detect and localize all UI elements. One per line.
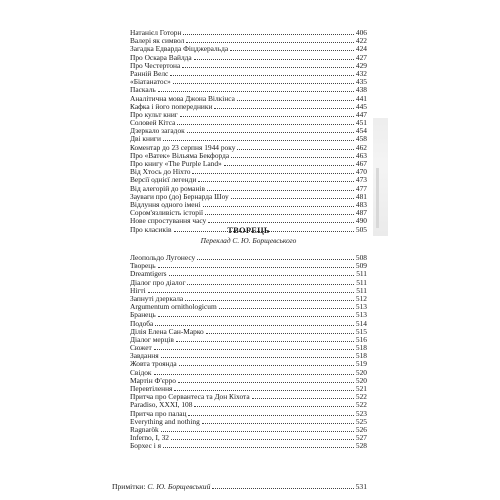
dot-leader: [205, 208, 354, 215]
toc-entry: [130, 278, 367, 286]
dot-leader: [180, 110, 354, 117]
toc-entry-title: Борхес і я: [130, 441, 162, 451]
dot-leader: [173, 77, 354, 84]
toc-entry: [130, 61, 367, 69]
toc-entry: [130, 351, 367, 359]
toc-entry-page-number: 470: [355, 167, 367, 177]
toc-entry: [130, 261, 367, 269]
toc-entry-title: Про класиків: [130, 224, 172, 234]
toc-entry-title: Від алегорій до романів: [130, 183, 205, 193]
toc-entry-page-number: 525: [355, 416, 367, 426]
dot-leader: [158, 261, 354, 268]
toc-entry-title: Дзеркало загадок: [130, 126, 185, 136]
toc-entry-title: Притча про Сервантеса та Дон Кіхота: [130, 392, 250, 402]
dot-leader: [231, 192, 354, 199]
dot-leader: [202, 417, 354, 424]
toc-entry-page-number: 508: [355, 253, 367, 262]
toc-entry-title: Ragnarök: [130, 424, 159, 434]
toc-entry: [130, 110, 367, 118]
notes-page-number: 531: [355, 482, 367, 491]
toc-entry-page-number: 454: [355, 126, 367, 136]
toc-entry: [130, 343, 367, 351]
dot-leader: [252, 392, 354, 399]
toc-entry-title: Про культ книг: [130, 109, 178, 119]
dot-leader: [206, 327, 354, 334]
toc-entry-page-number: 422: [355, 36, 367, 46]
toc-entry-page-number: 473: [355, 175, 367, 185]
notes-author: С. Ю. Борщевський: [147, 482, 211, 491]
toc-entry-title: Притча про палац: [130, 408, 187, 418]
toc-entry-title: Діалог про діалог: [130, 277, 186, 287]
toc-entry-title: Everything and nothing: [130, 416, 200, 426]
toc-entry-page-number: 451: [355, 118, 367, 128]
toc-entry-title: Про «Ватек» Вільяма Бекфорда: [130, 150, 230, 160]
toc-entry: [130, 269, 367, 277]
toc-entry: [130, 400, 367, 408]
toc-entry: [130, 368, 367, 376]
dot-leader: [194, 400, 354, 407]
toc-entry-title: Від Хтось до Ніхто: [130, 167, 191, 177]
toc-entry: [130, 359, 367, 367]
toc-entry: [130, 425, 367, 433]
toc-entry: [130, 392, 367, 400]
dot-leader: [212, 482, 354, 489]
toc-entry-page-number: 432: [355, 68, 367, 78]
toc-entry-page-number: 514: [355, 318, 367, 328]
dot-leader: [176, 335, 354, 342]
toc-entry-title: «Біатанатос»: [130, 77, 171, 87]
toc-entry-page-number: 458: [355, 134, 367, 144]
toc-entry-page-number: 526: [355, 424, 367, 434]
toc-entry-title: Коментар до 23 серпня 1944 року: [130, 142, 236, 152]
dot-leader: [237, 143, 354, 150]
dot-leader: [154, 368, 354, 375]
notes-label-group: [112, 483, 210, 491]
toc-entry-page-number: 483: [355, 199, 367, 209]
toc-entry: [130, 384, 367, 392]
toc-entry: [130, 294, 367, 302]
dot-leader: [174, 384, 354, 391]
toc-entry-page-number: 513: [355, 310, 367, 320]
toc-entry-title: Творець: [130, 261, 156, 271]
toc-entry-title: Paradiso, XXXI, 108: [130, 400, 193, 410]
toc-entry-title: Жовта троянда: [130, 359, 177, 369]
toc-entry: [130, 216, 367, 224]
toc-entry: [130, 192, 367, 200]
dot-leader: [171, 433, 354, 440]
dot-leader: [158, 310, 354, 317]
toc-entry: [130, 94, 367, 102]
toc-entry-title: Запнуті дзеркала: [130, 293, 184, 303]
toc-entry: [130, 376, 367, 384]
dot-leader: [182, 61, 354, 68]
toc-entry-page-number: 527: [355, 433, 367, 443]
toc-entry: [130, 69, 367, 77]
dot-leader: [155, 319, 354, 326]
toc-entry-page-number: 467: [355, 159, 367, 168]
toc-entry-title: Леопольдо Лугонесу: [130, 253, 196, 262]
dot-leader: [198, 175, 354, 182]
toc-entry-title: Аналітична мова Джона Вілкінса: [130, 93, 235, 103]
toc-entry: [130, 253, 367, 261]
dot-leader: [230, 44, 354, 51]
toc-entry: [130, 126, 367, 134]
toc-entry-title: Мартін Ф'єрро: [130, 375, 176, 385]
toc-entry-page-number: 424: [355, 44, 367, 54]
toc-entry-page-number: 406: [355, 28, 367, 37]
toc-entry-page-number: 429: [355, 60, 367, 70]
toc-entry: [130, 53, 367, 61]
toc-entry-title: Свідок: [130, 367, 152, 377]
toc-entry-page-number: 511: [356, 277, 367, 287]
toc-entry: [130, 28, 367, 36]
toc-entry: [130, 286, 367, 294]
page-edge-mark: [376, 168, 379, 228]
toc-entry-page-number: 515: [355, 326, 367, 336]
section-title: ТВОРЕЦЬ: [227, 225, 270, 235]
toc-entry-page-number: 519: [355, 359, 367, 369]
dot-leader: [186, 36, 354, 43]
toc-entry-title: Діалог мерців: [130, 334, 174, 344]
toc-entry-page-number: 513: [355, 302, 367, 312]
toc-entry-title: Нігті: [130, 285, 146, 295]
toc-entry-title: Дві книги: [130, 134, 161, 144]
toc-entry-page-number: 511: [356, 269, 367, 279]
dot-leader: [194, 53, 354, 60]
toc-entry-title: Подоба: [130, 318, 154, 328]
toc-entry-title: Загадка Едварда Фіцджеральда: [130, 44, 229, 54]
toc-entry: [130, 134, 367, 142]
toc-entry-title: Бранець: [130, 310, 156, 320]
toc-entry-page-number: 522: [355, 400, 367, 410]
dot-leader: [231, 151, 354, 158]
toc-entry-title: Про книгу «The Purple Land»: [130, 159, 222, 168]
toc-entry-page-number: 520: [355, 367, 367, 377]
toc-entry: [130, 118, 367, 126]
dot-leader: [197, 253, 354, 260]
table-of-contents-part-2: [130, 253, 367, 450]
dot-leader: [169, 269, 354, 276]
dot-leader: [192, 167, 354, 174]
toc-entry: [130, 302, 367, 310]
dot-leader: [219, 302, 354, 309]
toc-entry-title: Inferno, I, 32: [130, 433, 169, 443]
toc-entry: [130, 151, 367, 159]
toc-entry-page-number: 487: [355, 208, 367, 218]
notes-label: Примітки:: [112, 482, 146, 491]
dot-leader: [163, 441, 354, 448]
toc-entry-title: Перевтілення: [130, 384, 173, 393]
toc-entry-page-number: 518: [355, 343, 367, 353]
toc-entry-page-number: 505: [355, 224, 367, 234]
dot-leader: [179, 359, 354, 366]
dot-leader: [163, 134, 354, 141]
toc-entry: [130, 327, 367, 335]
toc-entry-page-number: 463: [355, 150, 367, 160]
dot-leader: [187, 278, 354, 285]
dot-leader: [148, 286, 354, 293]
toc-entry: [130, 433, 367, 441]
toc-entry-page-number: 435: [355, 77, 367, 87]
toc-entry: [130, 417, 367, 425]
toc-entry-page-number: 427: [355, 52, 367, 62]
toc-entry-page-number: 490: [355, 216, 367, 226]
toc-entry: [130, 175, 367, 183]
toc-entry-page-number: 528: [355, 441, 367, 451]
toc-entry-title: Сором'язливість історії: [130, 208, 204, 218]
dot-leader: [224, 159, 354, 166]
toc-entry-page-number: 481: [355, 191, 367, 201]
toc-entry: [130, 409, 367, 417]
toc-entry-title: Версії однієї легенди: [130, 175, 197, 185]
toc-entry: [130, 44, 367, 52]
dot-leader: [237, 94, 354, 101]
toc-entry-page-number: 523: [355, 408, 367, 418]
toc-entry-title: Завдання: [130, 351, 159, 361]
toc-entry-page-number: 438: [355, 85, 367, 95]
toc-entry: [130, 184, 367, 192]
dot-leader: [185, 294, 354, 301]
dot-leader: [207, 184, 354, 191]
toc-entry: [130, 102, 367, 110]
toc-entry-title: Ранній Велс: [130, 68, 169, 78]
dot-leader: [158, 85, 354, 92]
toc-entry-title: Нове спростування часу: [130, 216, 207, 226]
toc-entry-page-number: 511: [356, 285, 367, 295]
toc-entry: [130, 159, 367, 167]
toc-entry-page-number: 516: [355, 334, 367, 344]
toc-entry-page-number: 447: [355, 109, 367, 119]
toc-entry: [130, 335, 367, 343]
toc-entry: [130, 167, 367, 175]
toc-entry-page-number: 522: [355, 392, 367, 402]
dot-leader: [208, 216, 354, 223]
toc-entry-page-number: 445: [355, 101, 367, 111]
dot-leader: [183, 28, 354, 35]
dot-leader: [161, 351, 354, 358]
dot-leader: [214, 102, 354, 109]
notes-entry: [112, 482, 367, 490]
toc-entry: [130, 310, 367, 318]
dot-leader: [203, 200, 354, 207]
toc-entry-page-number: 509: [355, 261, 367, 271]
toc-entry: [130, 36, 367, 44]
toc-entry: [130, 77, 367, 85]
dot-leader: [187, 126, 354, 133]
toc-entry-page-number: 512: [355, 293, 367, 303]
toc-entry-page-number: 477: [355, 183, 367, 193]
toc-entry-page-number: 521: [355, 384, 367, 393]
dot-leader: [178, 376, 354, 383]
toc-entry-title: Про Честертона: [130, 60, 181, 70]
toc-entry-title: Паскаль: [130, 85, 156, 95]
toc-entry-title: Ділія Елена Сан-Марко: [130, 326, 204, 336]
toc-entry: [130, 441, 367, 449]
toc-entry-title: Сюжет: [130, 343, 152, 353]
toc-entry-page-number: 441: [355, 93, 367, 103]
dot-leader: [188, 409, 354, 416]
toc-entry: [130, 143, 367, 151]
toc-entry-title: Dreamtigers: [130, 269, 167, 279]
toc-entry-title: Натанієл Готорн: [130, 28, 182, 37]
toc-entry-title: Соловей Кітса: [130, 118, 176, 128]
dot-leader: [154, 343, 354, 350]
toc-entry-page-number: 462: [355, 142, 367, 152]
toc-entry-title: Відлуння одного імені: [130, 199, 201, 209]
toc-entry-page-number: 520: [355, 375, 367, 385]
toc-entry: [130, 85, 367, 93]
toc-entry-title: Про Оскара Вайлда: [130, 52, 192, 62]
toc-entry-page-number: 518: [355, 351, 367, 361]
toc-entry-title: Кафка і його попередники: [130, 101, 213, 111]
dot-leader: [177, 118, 354, 125]
toc-entry-title: Argumentum ornithologicum: [130, 302, 217, 312]
toc-entry: [130, 208, 367, 216]
toc-entry: [130, 319, 367, 327]
dot-leader: [161, 425, 354, 432]
toc-entry-title: Валері як символ: [130, 36, 185, 46]
toc-entry-title: Зауваги про (до) Бернарда Шоу: [130, 191, 229, 201]
table-of-contents-part-1: [130, 28, 367, 233]
dot-leader: [170, 69, 354, 76]
translator-credit: Переклад С. Ю. Борщевського: [200, 236, 297, 245]
toc-entry: [130, 200, 367, 208]
